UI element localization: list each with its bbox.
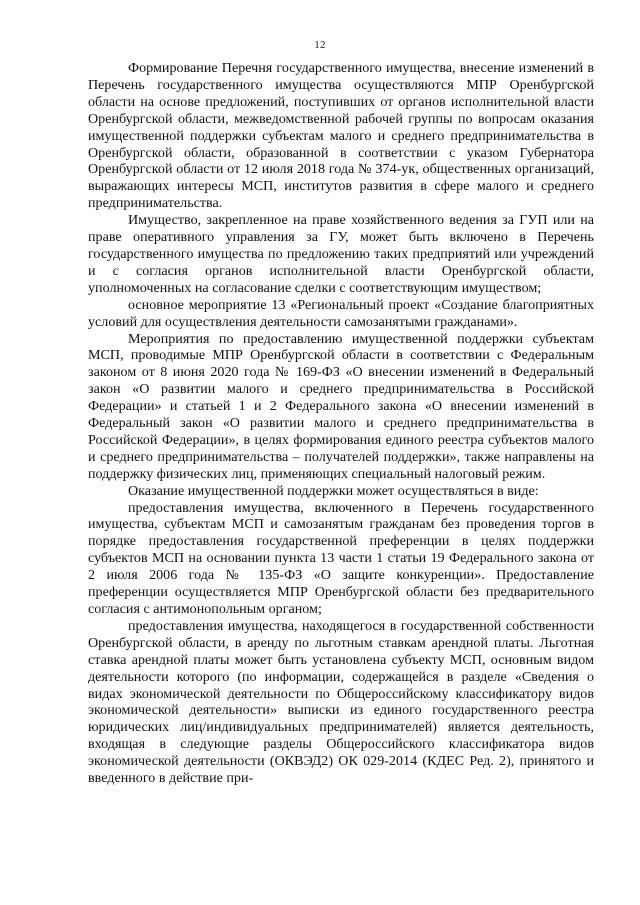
paragraph-support-measures: Мероприятия по предоставлению имущественной поддержки субъектам МСП, проводимые МПР Оренбургской области в соответствии с Федеральным законом от 8 июня 2020 года № 169-ФЗ «О внесении изменений в Федеральный закон «О развитии малого и среднего предпринимательства в Российской Федерации» и статьей 1 и 2 Федерального закона «О внесении изменений в Федеральный закон «О развитии малого и среднего предпринимательства в Российской Федерации», в целях формирования единого реестра субъектов малого и среднего предпринимательства – получателей поддержки», также направлены на поддержку физических лиц, применяющих специальный налоговый режим. <box>88 330 594 482</box>
paragraph-preference-provision: предоставления имущества, включенного в Перечень государственного имущества, субъектам МСП и самозанятым гражданам без проведения торгов в порядке предоставления государственной преференции в целях поддержки субъектов МСП на основании пункта 13 части 1 статьи 19 Федерального закона от 2 июля 2006 года № 135-ФЗ «О защите конкуренции». Предоставление преференции осуществляется МПР Оренбургской области без предварительного согласия с антимонопольным органом; <box>88 499 594 617</box>
paragraph-support-forms-intro: Оказание имущественной поддержки может осуществляться в виде: <box>128 482 539 499</box>
paragraph-preferential-rent: предоставления имущества, находящегося в государственной собственности Оренбургской области, в аренду по льготным ставкам арендной платы. Льготная ставка арендной платы может быть установлена субъекту МСП, основным видом деятельности которого (по информации, содержащейся в разделе «Сведения о видах экономической деятельности по Общероссийскому классификатору видов экономической деятельности» выписки из единого государственного реестра юридических лиц/индивидуальных предпринимателей) является деятельность, входящая в следующие разделы Общероссийского классификатора видов экономической деятельности (ОКВЭД2) ОК 029-2014 (КДЕС Ред. 2), принятого и введенного в действие при- <box>88 617 594 787</box>
paragraph-main-activity-13: основное мероприятие 13 «Региональный проект «Создание благоприятных условий для осуществления деятельности самозанятыми гражданами». <box>88 296 594 330</box>
body-text <box>88 60 594 787</box>
page-number: 12 <box>314 39 326 51</box>
paragraph-property-assigned: Имущество, закрепленное на праве хозяйственного ведения за ГУП или на праве оперативного управления за ГУ, может быть включено в Перечень государственного имущества по предложению таких предприятий или учреждений и с согласия органов исполнительной власти Оренбургской области, уполномоченных на согласование сделки с соответствующим имуществом; <box>88 212 594 296</box>
paragraph-formation-of-list: Формирование Перечня государственного имущества, внесение изменений в Перечень государственного имущества осуществляются МПР Оренбургской области на основе предложений, поступивших от органов исполнительной власти Оренбургской области, межведомственной рабочей группы по вопросам оказания имущественной поддержки субъектам малого и среднего предпринимательства в Оренбургской области, образованной в соответствии с указом Губернатора Оренбургской области от 12 июля 2018 года № 374-ук, общественных организаций, выражающих интересы МСП, институтов развития в сфере малого и среднего предпринимательства. <box>88 60 594 212</box>
